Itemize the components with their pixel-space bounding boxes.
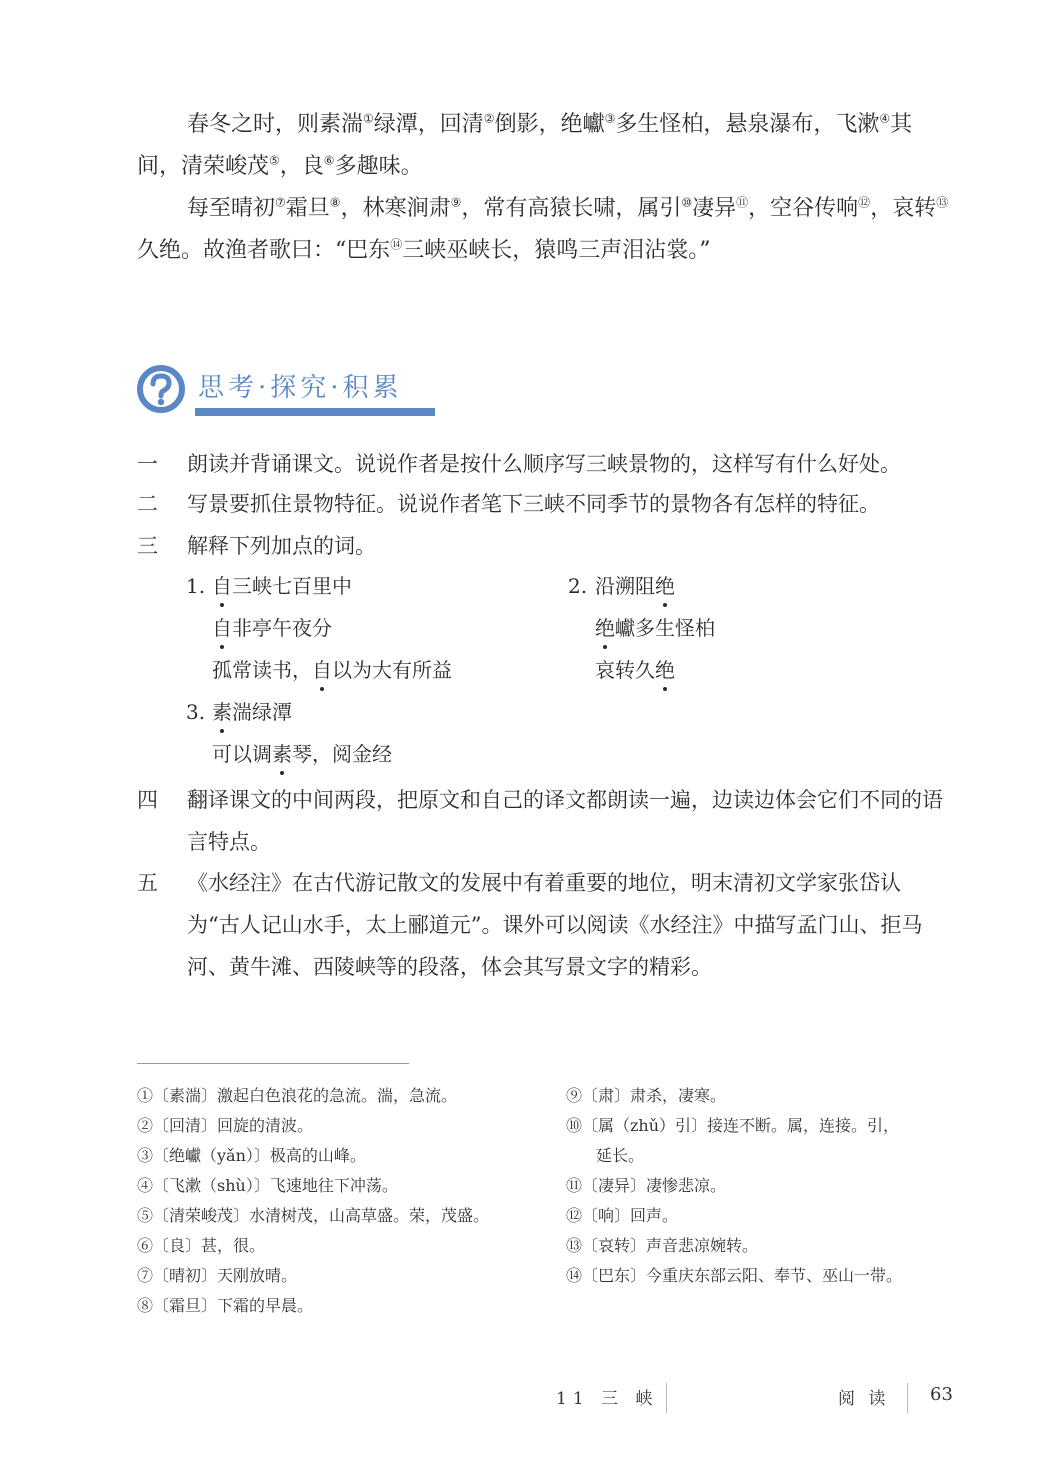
footnote-marker: ⑩ xyxy=(681,195,693,210)
dotted-character: 绝 xyxy=(655,574,675,598)
footnote-marker: ⑥ xyxy=(323,153,335,168)
passage-text: 久绝。故渔者歌曰：“巴东 xyxy=(137,238,391,263)
dotted-character: 自 xyxy=(212,574,232,598)
footer-separator xyxy=(666,1383,667,1413)
dotted-character: 绝 xyxy=(595,616,615,640)
dotted-character: 自 xyxy=(212,616,232,640)
footnote: ②〔回清〕回旋的清波。 xyxy=(137,1116,314,1135)
q3-item xyxy=(212,698,292,726)
passage-text: ，常有高猿长啸，属引 xyxy=(461,196,682,221)
passage-text: 春冬之时，则素湍 xyxy=(187,112,364,137)
lesson-label: 11 三 峡 xyxy=(556,1389,659,1409)
question-text: 朗读并背诵课文。说说作者是按什么顺序写三峡景物的，这样写有什么好处。 xyxy=(187,452,901,476)
footnote-marker: ④ xyxy=(879,111,891,126)
question-number: 三 xyxy=(137,534,158,558)
passage-text: 其间，清荣峻茂 xyxy=(137,112,913,179)
passage-text: 凄异 xyxy=(692,196,737,221)
q3-item xyxy=(595,656,675,684)
passage-text: ，空谷传响 xyxy=(748,196,859,221)
question-2 xyxy=(137,483,952,525)
q3-group-2-number: 2. xyxy=(568,574,588,598)
unit-label: 阅 读 xyxy=(838,1389,890,1409)
footnote: ⑭〔巴东〕今重庆东部云阳、奉节、巫山一带。 xyxy=(566,1266,903,1285)
question-text: 写景要抓住景物特征。说说作者笔下三峡不同季节的景物各有怎样的特征。 xyxy=(187,492,880,516)
section-title-underline xyxy=(195,408,435,416)
item-text: 湍绿潭 xyxy=(232,700,292,724)
dotted-character: 素 xyxy=(272,742,292,766)
question-4 xyxy=(137,779,952,863)
question-number: 五 xyxy=(137,871,158,895)
item-text: 巘多生怪柏 xyxy=(615,616,715,640)
item-text: 哀转久 xyxy=(595,658,655,682)
question-text: 解释下列加点的词。 xyxy=(187,534,376,558)
footnote: ⑪〔凄异〕凄惨悲凉。 xyxy=(566,1176,727,1195)
passage-text: ，良 xyxy=(279,154,324,179)
footnote-marker: ⑪ xyxy=(736,195,749,210)
question-number: 一 xyxy=(137,452,158,476)
footnote: ⑤〔清荣峻茂〕水清树茂，山高草盛。荣，茂盛。 xyxy=(137,1206,490,1225)
item-text: 以为大有所益 xyxy=(332,658,452,682)
footnote-marker: ⑤ xyxy=(269,153,280,168)
footnote-marker: ② xyxy=(483,111,495,126)
footnote-marker: ⑫ xyxy=(858,195,871,210)
passage-paragraph-2 xyxy=(137,188,952,272)
page-number: 63 xyxy=(930,1384,953,1405)
q3-item xyxy=(595,572,675,600)
footnote: ⑫〔响〕回声。 xyxy=(566,1206,679,1225)
footnotes-left xyxy=(137,1081,489,1321)
footnote-marker: ③ xyxy=(604,111,616,126)
passage-text: 霜旦 xyxy=(285,196,330,221)
footnote: ④〔飞漱（shù）〕飞速地往下冲荡。 xyxy=(137,1176,398,1195)
question-text: 翻译课文的中间两段，把原文和自己的译文都朗读一遍，边读边体会它们不同的语言特点。 xyxy=(187,788,943,854)
question-5 xyxy=(137,862,952,988)
footnote-marker: ⑭ xyxy=(390,237,403,252)
dotted-character: 绝 xyxy=(655,658,675,682)
q3-item xyxy=(212,656,452,684)
item-text: 沿溯阻 xyxy=(595,574,655,598)
item-text: 孤常读书， xyxy=(212,658,312,682)
question-1 xyxy=(137,443,952,485)
passage-text: 绿潭，回清 xyxy=(373,112,484,137)
question-3 xyxy=(137,525,952,567)
footnote: ⑧〔霜旦〕下霜的早晨。 xyxy=(137,1296,314,1315)
footnote-marker: ⑨ xyxy=(450,195,462,210)
footnote: ③〔绝巘（yǎn）〕极高的山峰。 xyxy=(137,1146,366,1165)
dotted-character: 素 xyxy=(212,700,232,724)
footnote-marker: ⑧ xyxy=(329,195,341,210)
question-circle-icon xyxy=(136,364,186,414)
passage-text: ，林寒涧肃 xyxy=(340,196,451,221)
item-text: 可以调 xyxy=(212,742,272,766)
question-number: 四 xyxy=(137,788,158,812)
item-text: 三峡七百里中 xyxy=(232,574,352,598)
passage-text: 多生怪柏，悬泉瀑布，飞漱 xyxy=(615,112,880,137)
footnote: ⑨〔肃〕肃杀，凄寒。 xyxy=(566,1086,727,1105)
passage-text: 多趣味。 xyxy=(334,154,423,179)
dotted-character: 自 xyxy=(312,658,332,682)
footnote: ⑥〔良〕甚，很。 xyxy=(137,1236,266,1255)
passage-text: 倒影，绝巘 xyxy=(494,112,605,137)
footnote-marker: ⑦ xyxy=(275,195,286,210)
passage xyxy=(137,104,952,272)
footnote-marker: ⑬ xyxy=(936,195,949,210)
footnote-divider xyxy=(137,1063,409,1064)
passage-paragraph-1 xyxy=(137,104,952,188)
question-text: 《水经注》在古代游记散文的发展中有着重要的地位，明末清初文学家张岱认为“古人记山水手，太上郦道元”。课外可以阅读《水经注》中描写孟门山、拒马河、黄牛滩、西陵峡等的段落，体会其写景文字的精彩。 xyxy=(187,871,923,979)
q3-group-1-number: 1. xyxy=(186,574,206,598)
q3-item xyxy=(212,572,352,600)
footnote: ①〔素湍〕激起白色浪花的急流。湍，急流。 xyxy=(137,1086,458,1105)
q3-group-3-number: 3. xyxy=(186,700,206,724)
q3-item xyxy=(595,614,715,642)
passage-text: 每至晴初 xyxy=(187,196,276,221)
question-number: 二 xyxy=(137,492,158,516)
footnote-marker: ① xyxy=(363,111,374,126)
footnotes-right xyxy=(566,1081,902,1291)
passage-text: ，哀转 xyxy=(870,196,937,221)
footnote: ⑦〔晴初〕天刚放晴。 xyxy=(137,1266,298,1285)
item-text: 非亭午夜分 xyxy=(232,616,332,640)
footnote: ⑩〔属（zhǔ）引〕接连不断。属，连接。引， xyxy=(566,1116,900,1135)
footnote: ⑬〔哀转〕声音悲凉婉转。 xyxy=(566,1236,759,1255)
q3-item xyxy=(212,740,392,768)
section-title: 思考·探究·积累 xyxy=(198,373,403,403)
footnote-continuation: 延长。 xyxy=(596,1146,645,1165)
q3-item xyxy=(212,614,332,642)
footer-separator xyxy=(907,1383,908,1413)
passage-text: 三峡巫峡长，猿鸣三声泪沾裳。” xyxy=(402,238,711,263)
item-text: 琴，阅金经 xyxy=(292,742,392,766)
